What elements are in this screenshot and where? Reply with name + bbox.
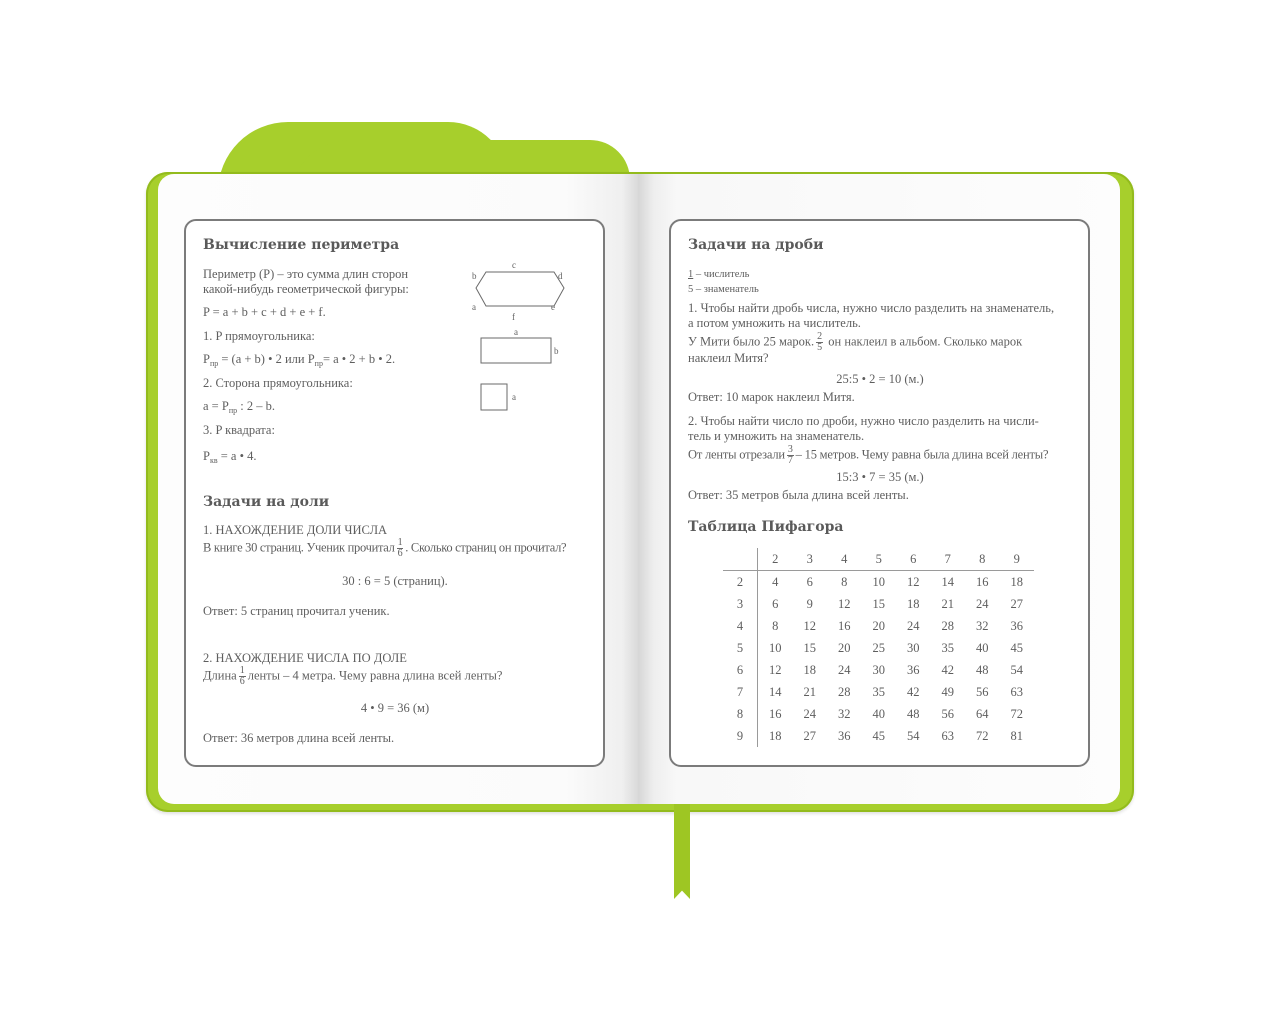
pythagoras-cell: 63 (941, 728, 954, 743)
pythagoras-row (723, 659, 1034, 681)
pythagoras-cell: 12 (838, 596, 851, 611)
pythagoras-corner (723, 548, 758, 571)
pythagoras-row (723, 571, 1034, 594)
shares-solution-1: 30 : 6 = 5 (страниц). (342, 574, 448, 588)
pythagoras-cell: 12 (769, 662, 782, 677)
pythagoras-col-header: 8 (965, 548, 1000, 571)
pythagoras-cell: 36 (907, 662, 920, 677)
shares-solution-2: 4 • 9 = 36 (м) (360, 701, 430, 715)
pythagoras-col-header: 7 (931, 548, 966, 571)
pythagoras-title: Таблица Пифагора (688, 519, 844, 535)
pythagoras-cell: 45 (1010, 640, 1023, 655)
fractions-task-1-line-2: наклеил Митя? (688, 351, 769, 365)
shares-task-1: В книге 30 страниц. Ученик прочитал $\frac{1}{6}$ . Сколько страниц он прочитал? (203, 537, 567, 559)
pythagoras-cell: 18 (769, 728, 782, 743)
pythagoras-cell: 12 (803, 618, 816, 633)
pythagoras-cell: 6 (806, 574, 813, 589)
pythagoras-col-header: 6 (896, 548, 931, 571)
square-perimeter-label: 3. P квадрата: (203, 423, 275, 437)
fractions-rule-1-line-1: 1. Чтобы найти дробь числа, нужно число разделить на знаменатель, (688, 301, 1055, 315)
pythagoras-cell: 14 (941, 574, 954, 589)
shares-subtitle-1: 1. НАХОЖДЕНИЕ ДОЛИ ЧИСЛА (203, 523, 388, 537)
pythagoras-cell: 45 (872, 728, 885, 743)
rect-label-a: a (514, 327, 518, 337)
hex-label-a: a (472, 302, 476, 312)
fractions-answer-2: Ответ: 35 метров была длина всей ленты. (688, 488, 909, 502)
pythagoras-cell: 30 (907, 640, 920, 655)
pythagoras-cell: 56 (941, 706, 954, 721)
pythagoras-row (723, 725, 1034, 747)
fractions-solution-2: 15:3 • 7 = 35 (м.) (836, 470, 924, 484)
fractions-answer-1: Ответ: 10 марок наклеил Митя. (688, 390, 855, 404)
pythagoras-cell: 32 (838, 706, 851, 721)
pythagoras-row-header: 5 (723, 637, 758, 659)
pythagoras-cell: 21 (803, 684, 816, 699)
pythagoras-cell: 48 (976, 662, 989, 677)
pythagoras-cell: 15 (803, 640, 816, 655)
pythagoras-cell: 16 (769, 706, 782, 721)
pythagoras-cell: 49 (941, 684, 954, 699)
pythagoras-cell: 32 (976, 618, 989, 633)
pythagoras-cell: 72 (1010, 706, 1023, 721)
pythagoras-cell: 18 (907, 596, 920, 611)
pythagoras-cell: 28 (838, 684, 851, 699)
hex-label-d: d (558, 271, 563, 281)
pythagoras-row (723, 615, 1034, 637)
fractions-task-1: У Мити было 25 марок. $\frac{2}{5}$ он наклеил в альбом. Сколько марок (688, 331, 1023, 353)
pythagoras-cell: 48 (907, 706, 920, 721)
fractions-task-2: От ленты отрезали $\frac{3}{7}$ – 15 метров. Чему равна была длина всей ленты? (688, 444, 1049, 466)
shares-answer-1: Ответ: 5 страниц прочитал ученик. (203, 604, 390, 618)
pythagoras-cell: 6 (772, 596, 779, 611)
shares-title: Задачи на доли (203, 494, 330, 510)
shares-answer-2: Ответ: 36 метров длина всей ленты. (203, 731, 395, 745)
rectangle-side-label: 2. Сторона прямоугольника: (203, 376, 353, 390)
pythagoras-cell: 12 (907, 574, 920, 589)
pythagoras-col-header: 3 (793, 548, 828, 571)
fractions-rule-2-line-2: тель и умножить на знаменатель. (688, 429, 865, 443)
fraction-denominator-legend: 5 – знаменатель (688, 284, 759, 295)
pythagoras-cell: 16 (976, 574, 989, 589)
pythagoras-cell: 36 (838, 728, 851, 743)
pythagoras-row (723, 703, 1034, 725)
pythagoras-cell: 81 (1010, 728, 1023, 743)
pythagoras-row-header: 2 (723, 571, 758, 594)
pythagoras-cell: 18 (1010, 574, 1023, 589)
pythagoras-cell: 10 (872, 574, 885, 589)
pythagoras-cell: 25 (872, 640, 885, 655)
perimeter-formula: P = a + b + c + d + e + f. (203, 305, 326, 319)
pythagoras-cell: 27 (803, 728, 816, 743)
perimeter-definition-1: Периметр (P) – это сумма длин сторон (203, 267, 409, 281)
pythagoras-cell: 63 (1010, 684, 1023, 699)
pythagoras-row-header: 7 (723, 681, 758, 703)
square-diagram (478, 381, 528, 415)
pythagoras-cell: 27 (1010, 596, 1023, 611)
pythagoras-cell: 28 (941, 618, 954, 633)
pythagoras-cell: 14 (769, 684, 782, 699)
hexagon-diagram (466, 258, 576, 322)
pythagoras-cell: 8 (772, 618, 779, 633)
pythagoras-cell: 24 (976, 596, 989, 611)
pythagoras-cell: 35 (872, 684, 885, 699)
hex-label-b: b (472, 271, 477, 281)
pythagoras-cell: 40 (872, 706, 885, 721)
pythagoras-cell: 72 (976, 728, 989, 743)
pythagoras-cell: 24 (803, 706, 816, 721)
pythagoras-cell: 20 (838, 640, 851, 655)
perimeter-definition-2: какой-нибудь геометрической фигуры: (203, 282, 409, 296)
shares-subtitle-2: 2. НАХОЖДЕНИЕ ЧИСЛА ПО ДОЛЕ (203, 651, 407, 665)
pythagoras-cell: 40 (976, 640, 989, 655)
square-label-a: a (512, 392, 516, 402)
pythagoras-col-header: 2 (758, 548, 793, 571)
pythagoras-cell: 4 (772, 574, 779, 589)
pythagoras-cell: 16 (838, 618, 851, 633)
rectangle-perimeter-formula: $P_{пр} = (a + b)$ • 2 или $P_{пр}= a$ • 2 + b • 2. (203, 352, 396, 368)
pythagoras-cell: 30 (872, 662, 885, 677)
pythagoras-cell: 18 (803, 662, 816, 677)
hex-label-f: f (512, 312, 515, 322)
fractions-rule-2-line-1: 2. Чтобы найти число по дроби, нужно число разделить на числи- (688, 414, 1039, 428)
pythagoras-cell: 54 (1010, 662, 1023, 677)
pythagoras-cell: 15 (872, 596, 885, 611)
pythagoras-cell: 20 (872, 618, 885, 633)
pythagoras-cell: 21 (941, 596, 954, 611)
pythagoras-cell: 42 (907, 684, 920, 699)
pythagoras-table (723, 548, 1034, 747)
bookmark-ribbon (674, 795, 690, 899)
pythagoras-cell: 9 (806, 596, 813, 611)
pythagoras-row-header: 4 (723, 615, 758, 637)
rectangle-perimeter-label: 1. P прямоугольника: (203, 329, 315, 343)
pythagoras-cell: 64 (976, 706, 989, 721)
rect-label-b: b (554, 346, 559, 356)
pythagoras-cell: 35 (941, 640, 954, 655)
pythagoras-cell: 56 (976, 684, 989, 699)
pythagoras-cell: 54 (907, 728, 920, 743)
pythagoras-col-header: 4 (827, 548, 862, 571)
rectangle-side-formula: $a = P_{пр}$ : 2 – b. (203, 399, 275, 415)
pythagoras-header-row (723, 548, 1034, 571)
pythagoras-col-header: 9 (1000, 548, 1035, 571)
pythagoras-cell: 24 (838, 662, 851, 677)
fraction-numerator-legend: 1 – числитель (688, 269, 750, 280)
pythagoras-row (723, 593, 1034, 615)
fractions-title: Задачи на дроби (688, 237, 824, 253)
spine-shadow (622, 174, 654, 804)
shares-task-2: Длина $\frac{1}{6}$ ленты – 4 метра. Чему равна длина всей ленты? (203, 665, 503, 687)
fractions-rule-1-line-2: а потом умножить на числитель. (688, 316, 861, 330)
pythagoras-row-header: 3 (723, 593, 758, 615)
fractions-solution-1: 25:5 • 2 = 10 (м.) (836, 372, 924, 386)
rectangle-diagram (478, 326, 568, 368)
square-perimeter-formula: $P_{кв} = a$ • 4. (203, 449, 257, 465)
pythagoras-cell: 24 (907, 618, 920, 633)
pythagoras-row (723, 637, 1034, 659)
pythagoras-row-header: 9 (723, 725, 758, 747)
pythagoras-cell: 36 (1010, 618, 1023, 633)
hex-label-c: c (512, 260, 516, 270)
pythagoras-col-header: 5 (862, 548, 897, 571)
pythagoras-cell: 42 (941, 662, 954, 677)
hex-label-e: e (551, 302, 555, 312)
pythagoras-row (723, 681, 1034, 703)
pythagoras-cell: 8 (841, 574, 848, 589)
perimeter-title: Вычисление периметра (203, 237, 400, 253)
pythagoras-row-header: 6 (723, 659, 758, 681)
pythagoras-row-header: 8 (723, 703, 758, 725)
pythagoras-cell: 10 (769, 640, 782, 655)
